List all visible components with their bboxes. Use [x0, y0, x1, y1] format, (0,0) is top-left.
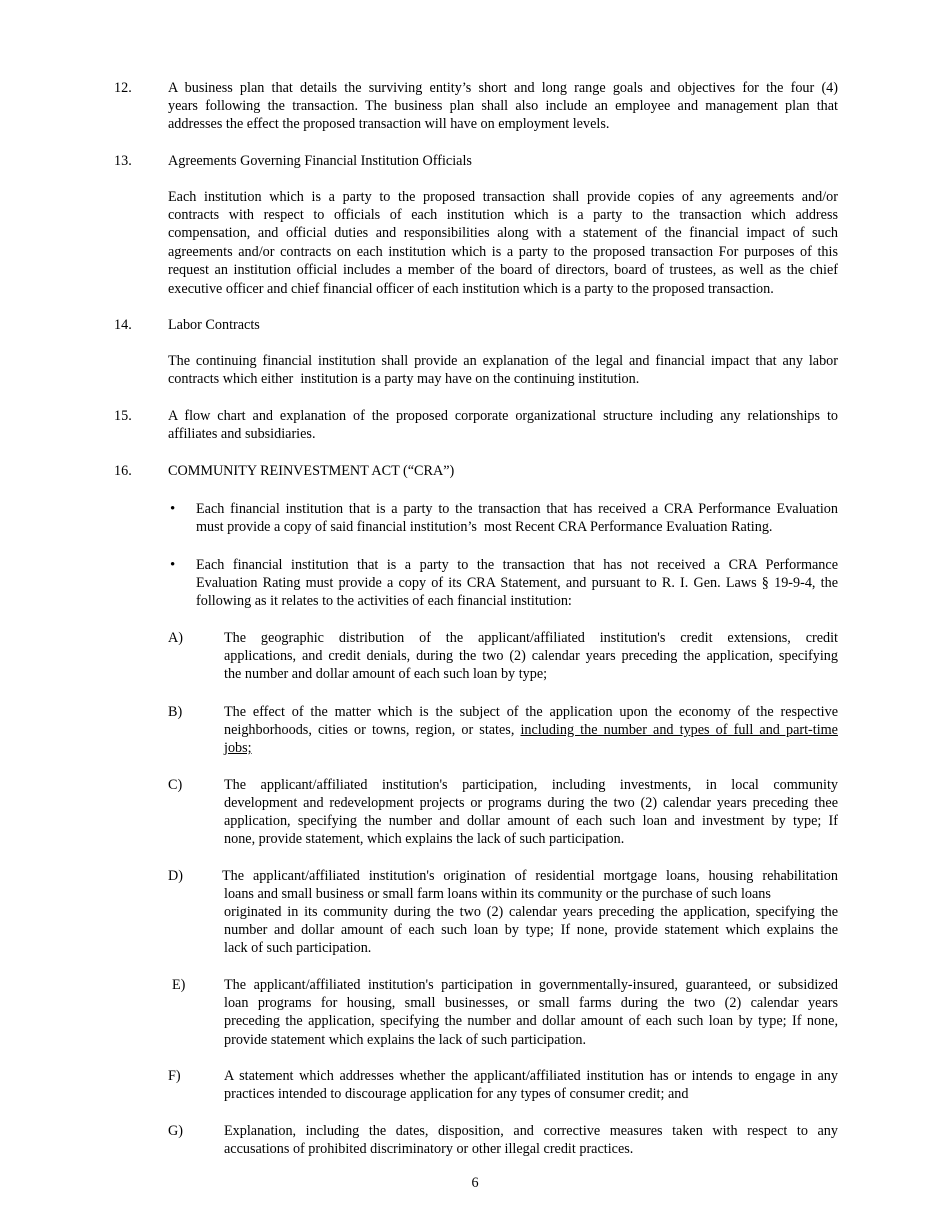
- underlined-text: including the number and types of full and part-time: [520, 722, 838, 738]
- item-d-line-3: [0, 903, 950, 921]
- paragraph-text: the number and dollar amount of each such loan by type;: [224, 666, 548, 682]
- item-number: 16.: [114, 463, 132, 479]
- section-heading: COMMUNITY REINVESTMENT ACT (“CRA”): [168, 463, 455, 479]
- item-13-line-1: [0, 188, 950, 206]
- paragraph-text: Each financial institution that is a party to the transaction that has received a CRA Performance Evaluation: [196, 501, 838, 517]
- item-a-line-3: [0, 665, 950, 683]
- paragraph-text: The applicant/affiliated institution's origination of residential mortgage loans, housing rehabilitation: [222, 868, 838, 884]
- page-number: 6: [471, 1175, 479, 1191]
- item-f-line-1: [0, 1067, 950, 1085]
- paragraph-text: A business plan that details the surviving entity’s short and long range goals and objectives for the four (4): [168, 80, 838, 96]
- item-e-line-4: [0, 1031, 950, 1049]
- bullet-2-line-2: [0, 574, 950, 592]
- item-a-line-2: [0, 647, 950, 665]
- paragraph-text: The geographic distribution of the applicant/affiliated institution's credit extensions, credit: [224, 630, 838, 646]
- item-13-line-3: [0, 224, 950, 242]
- item-14-line-2: [0, 370, 950, 388]
- item-13-heading: [0, 152, 950, 170]
- paragraph-text: lack of such participation.: [224, 940, 372, 956]
- paragraph-text: accusations of prohibited discriminatory or other illegal credit practices.: [224, 1141, 634, 1157]
- item-13-line-5: [0, 261, 950, 279]
- paragraph-text: application, specifying the number and dollar amount of each such loan and investment by type; If: [224, 813, 838, 829]
- paragraph-text: loan programs for housing, small businesses, or small farms during the two (2) calendar years: [224, 995, 838, 1011]
- paragraph-text: must provide a copy of said financial institution’s most Recent CRA Performance Evaluation Rating.: [196, 519, 773, 535]
- paragraph-text: addresses the effect the proposed transaction will have on employment levels.: [168, 116, 610, 132]
- item-g-line-2: [0, 1140, 950, 1158]
- item-d-line-2: [0, 885, 950, 903]
- paragraph-text: The applicant/affiliated institution's participation in governmentally-insured, guaranteed, or subsidized: [224, 977, 838, 993]
- item-b-line-3: [0, 739, 950, 757]
- item-b-line-2: [0, 721, 950, 739]
- item-number: 14.: [114, 317, 132, 333]
- paragraph-text: Each institution which is a party to the proposed transaction shall provide copies of any agreements and/or: [168, 189, 838, 205]
- paragraph-text: A statement which addresses whether the applicant/affiliated institution has or intends to engage in any: [224, 1068, 838, 1084]
- paragraph-text: preceding the application, specifying the number and dollar amount of each such loan by type; If none,: [224, 1013, 838, 1029]
- item-13-line-6: [0, 280, 950, 298]
- item-12-line-1: [0, 79, 950, 97]
- paragraph-text: practices intended to discourage application for any types of consumer credit; and: [224, 1086, 689, 1102]
- item-12-line-3: [0, 115, 950, 133]
- item-15-line-2: [0, 425, 950, 443]
- item-b-line-1: [0, 703, 950, 721]
- item-e-line-3: [0, 1012, 950, 1030]
- paragraph-text: Each financial institution that is a party to the transaction that has not received a CRA Performance: [196, 557, 838, 573]
- paragraph-text: Explanation, including the dates, disposition, and corrective measures taken with respect to any: [224, 1123, 838, 1139]
- paragraph-text: years following the transaction. The business plan shall also include an employee and management plan that: [168, 98, 838, 114]
- item-c-line-4: [0, 830, 950, 848]
- item-15-line-1: [0, 407, 950, 425]
- underlined-text: jobs;: [224, 740, 252, 756]
- item-d-line-5: [0, 939, 950, 957]
- item-d-line-1: [0, 867, 950, 885]
- bullet-2-line-3: [0, 592, 950, 610]
- subitem-label: B): [168, 704, 183, 720]
- subitem-label: E): [172, 977, 186, 993]
- plain-text: neighborhoods, cities or towns, region, or states,: [224, 722, 521, 738]
- paragraph-text: affiliates and subsidiaries.: [168, 426, 316, 442]
- bullet-icon: •: [170, 557, 176, 573]
- item-16-heading: [0, 462, 950, 480]
- paragraph-text: none, provide statement, which explains the lack of such participation.: [224, 831, 625, 847]
- section-heading: Agreements Governing Financial Institution Officials: [168, 153, 472, 169]
- paragraph-text: Evaluation Rating must provide a copy of its CRA Statement, and pursuant to R. I. Gen. Laws § 19-9-4, the: [196, 575, 838, 591]
- item-c-line-3: [0, 812, 950, 830]
- item-a-line-1: [0, 629, 950, 647]
- item-number: 13.: [114, 153, 132, 169]
- paragraph-text: number and dollar amount of each such loan by type; If none, provide statement which explains the: [224, 922, 838, 938]
- paragraph-text: loans and small business or small farm loans within its community or the purchase of such loans: [224, 886, 771, 902]
- subitem-label: A): [168, 630, 183, 646]
- bullet-icon: •: [170, 501, 176, 517]
- item-d-line-4: [0, 921, 950, 939]
- paragraph-text: originated in its community during the two (2) calendar years preceding the application, specifying the: [224, 904, 838, 920]
- subitem-label: C): [168, 777, 183, 793]
- paragraph-text: request an institution official includes a member of the board of directors, board of trustees, as well as the chief: [168, 262, 838, 278]
- item-f-line-2: [0, 1085, 950, 1103]
- section-heading: Labor Contracts: [168, 317, 260, 333]
- paragraph-text: contracts with respect to officials of each institution which is a party to the transaction which address: [168, 207, 838, 223]
- paragraph-text: compensation, and official duties and responsibilities along with a statement of the financial impact of such: [168, 225, 838, 241]
- item-13-line-4: [0, 243, 950, 261]
- paragraph-text: development and redevelopment projects or programs during the two (2) calendar years preceding thee: [224, 795, 838, 811]
- item-13-line-2: [0, 206, 950, 224]
- paragraph-text: provide statement which explains the lack of such participation.: [224, 1032, 587, 1048]
- item-14-line-1: [0, 352, 950, 370]
- bullet-1-line-1: [0, 500, 950, 518]
- paragraph-text: executive officer and chief financial officer of each institution which is a party to the proposed transaction.: [168, 281, 774, 297]
- bullet-2-line-1: [0, 556, 950, 574]
- item-e-line-2: [0, 994, 950, 1012]
- bullet-1-line-2: [0, 518, 950, 536]
- paragraph-text: applications, and credit denials, during the two (2) calendar years preceding the application, specifying: [224, 648, 838, 664]
- item-g-line-1: [0, 1122, 950, 1140]
- subitem-label: F): [168, 1068, 181, 1084]
- item-e-line-1: [0, 976, 950, 994]
- paragraph-text: A flow chart and explanation of the proposed corporate organizational structure including any relationships to: [168, 408, 838, 424]
- subitem-label: G): [168, 1123, 183, 1139]
- paragraph-text: agreements and/or contracts on each institution which is a party to the proposed transaction For purposes of this: [168, 244, 838, 260]
- paragraph-text: The effect of the matter which is the subject of the application upon the economy of the respective: [224, 704, 838, 720]
- item-number: 12.: [114, 80, 132, 96]
- item-c-line-1: [0, 776, 950, 794]
- paragraph-text: contracts which either institution is a party may have on the continuing institution.: [168, 371, 640, 387]
- paragraph-text: The continuing financial institution shall provide an explanation of the legal and financial impact that any labor: [168, 353, 838, 369]
- item-c-line-2: [0, 794, 950, 812]
- subitem-label: D): [168, 868, 183, 884]
- paragraph-text: following as it relates to the activities of each financial institution:: [196, 593, 572, 609]
- paragraph-text: The applicant/affiliated institution's participation, including investments, in local community: [224, 777, 838, 793]
- paragraph-text: [224, 721, 838, 739]
- item-12-line-2: [0, 97, 950, 115]
- item-14-heading: [0, 316, 950, 334]
- item-number: 15.: [114, 408, 132, 424]
